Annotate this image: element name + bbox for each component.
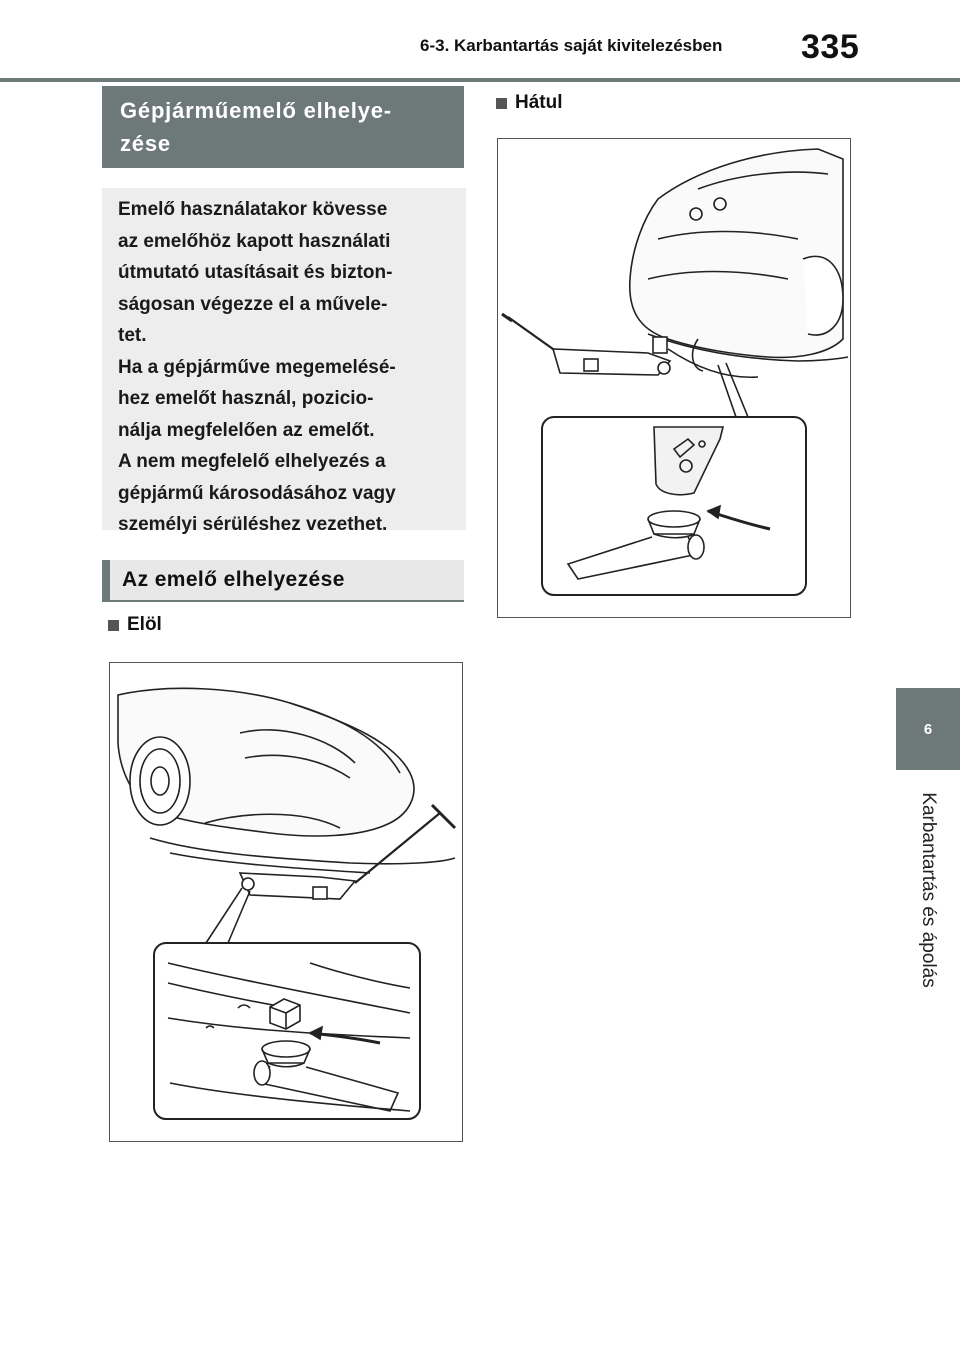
subheading-bar: [102, 560, 110, 600]
subheading-text: Az emelő elhelyezése: [122, 568, 345, 591]
bullet-square-icon: [108, 620, 119, 631]
front-jack-illustration: [109, 662, 463, 1142]
instruction-line: az emelőhöz kapott használati: [118, 230, 391, 252]
rear-jack-drawing: [498, 139, 850, 617]
chapter-number: 6: [923, 720, 933, 738]
bullet-square-icon: [496, 98, 507, 109]
instruction-line: tet.: [118, 325, 147, 346]
running-header-title: 6-3. Karbantartás saját kivitelezésben: [420, 36, 723, 55]
instruction-line: útmutató utasításait és bizton-: [118, 262, 393, 283]
instruction-line: hez emelőt használ, pozicio-: [118, 388, 374, 409]
rear-jack-illustration: [497, 138, 851, 618]
instruction-line: ságosan végezze el a művele-: [118, 293, 388, 315]
instruction-line: nálja megfelelően az emelőt.: [118, 419, 375, 441]
rear-label: [496, 92, 563, 114]
front-jack-drawing: [110, 663, 462, 1141]
instruction-line: A nem megfelelő elhelyezés a: [118, 451, 386, 472]
section-title-line: Gépjárműemelő elhelye-: [120, 98, 392, 123]
subheading-jack-positioning: [102, 560, 464, 602]
instruction-line: személyi sérüléshez vezethet.: [118, 514, 388, 535]
header-rule: [0, 78, 960, 82]
instruction-line: Emelő használatakor kövesse: [118, 199, 388, 220]
rear-label-text: Hátul: [515, 92, 563, 113]
instruction-line: Ha a gépjárműve megemelésé-: [118, 356, 396, 378]
front-label: [108, 614, 162, 636]
section-title-line: zése: [120, 131, 171, 156]
page-number: 335: [801, 28, 860, 66]
chapter-tab-title: Karbantartás és ápolás: [918, 792, 939, 988]
instruction-box: [102, 188, 466, 535]
front-label-text: Elöl: [127, 614, 162, 635]
chapter-tab[interactable]: [896, 688, 960, 770]
section-title-box: [102, 86, 464, 168]
instruction-line: gépjármű károsodásához vagy: [118, 482, 396, 504]
